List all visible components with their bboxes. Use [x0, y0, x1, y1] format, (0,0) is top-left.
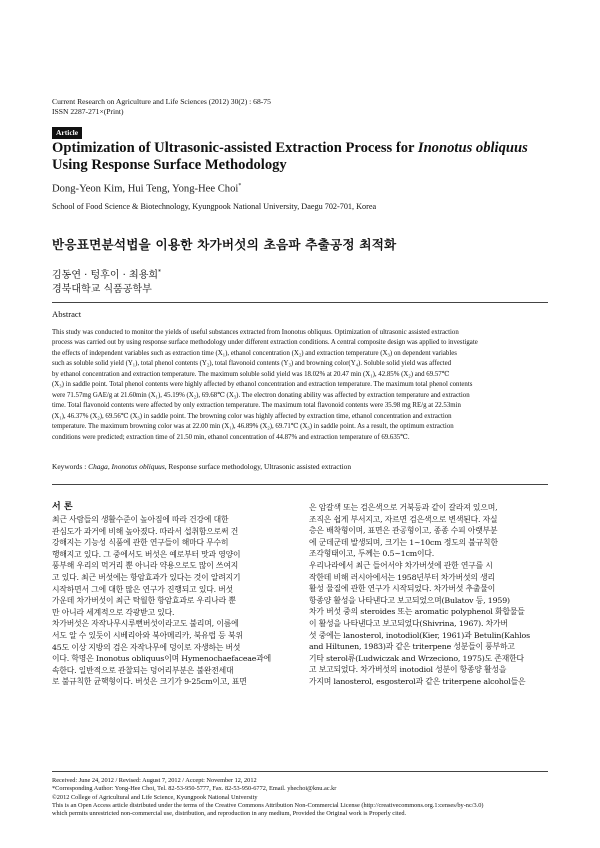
- abstract-heading: Abstract: [52, 309, 82, 319]
- body-line: 속한다. 일반적으로 관찰되는 덩어리부분은 불완전세대: [52, 665, 234, 675]
- keywords-label: Keywords :: [52, 462, 89, 471]
- body-line: 로 불규칙한 균핵형이다. 버섯은 크기가 9-25cm이고, 표면: [52, 677, 247, 687]
- footer-corresponding: *Corresponding Author: Yong-Hee Choi, Tel. 82-53-950-5777, Fax. 82-53-950-6772, Email. yhechoi@knu.ac.kr: [52, 785, 337, 793]
- body-line: 조각형태이고, 두께는 0.5~1cm이다.: [309, 549, 435, 559]
- body-line: 층은 배착형이며, 표면은 관공형이고, 종종 수피 아랫부분: [309, 526, 498, 536]
- body-line: 관심도가 과거에 비해 높아졌다. 따라서 섭취함으로써 건: [52, 526, 239, 536]
- section-heading-intro: 서 론: [52, 502, 73, 512]
- body-line: 섯 중에는 lanosterol, inotodiol(Kier, 1961)과 Betulin(Kahlos: [309, 630, 530, 640]
- authors-ko-names: 김동연 · 텅후이 · 최용희: [52, 270, 159, 281]
- journal-header: [52, 97, 472, 117]
- body-line: 은 암갈색 또는 검은색으로 거북등과 같이 갈라져 있으며,: [309, 503, 498, 512]
- body-line: 조직은 쉽게 부서지고, 자르면 검은색으로 변색된다. 자실: [309, 514, 498, 524]
- abstract-line: conditions were predicted; extraction time of 21.50 min, ethanol concentration of 44.87% and extraction temperature of 69.635℃.: [52, 433, 410, 441]
- body-line: 작한데 비해 러시아에서는 1958년부터 차가버섯의 생리: [309, 572, 495, 582]
- abstract-line: This study was conducted to monitor the yields of useful substances extracted from Inonotus obliquus. Optimization of ultrasonic assisted extraction: [52, 329, 459, 336]
- body-line: 기타 sterol류(Ludwiczak and Wrzeciono, 1975)도 존재한다: [309, 653, 524, 663]
- corresponding-mark-ko: *: [158, 268, 162, 276]
- authors-en: [52, 183, 241, 195]
- keywords-rest: Response surface methodology, Ultrasonic assisted extraction: [166, 462, 352, 471]
- footer-copyright: ©2012 College of Agricultural and Life Science, Kyungpook National University: [52, 793, 258, 801]
- body-line: 에 군데군데 발생되며, 크기는 1~10cm 정도의 불규칙한: [309, 537, 498, 547]
- body-line: 45도 이상 지방의 검은 자작나무에 덩이로 자생하는 버섯: [52, 642, 241, 652]
- abstract-line: the effects of independent variables such as extraction time (X₁), ethanol concentration (X₂) and extraction temperature (X₃) on dependent variables: [52, 349, 457, 357]
- affiliation-ko: 경북대학교 식품공학부: [52, 284, 152, 295]
- abstract-line: process was carried out by using response surface methodology under different extraction conditions. A central composite design was applied to investigate: [52, 339, 478, 347]
- body-line: 우리나라에서 최근 들어서야 차가버섯에 관한 연구를 시: [309, 560, 493, 570]
- abstract-line: (X₃) in saddle point. Total phenol contents were highly affected by ethanol concentration and extraction temperature. The maximum total phenol contents: [52, 381, 473, 389]
- title-line1: Optimization of Ultrasonic-assisted Extraction Process for: [52, 140, 418, 156]
- footer-received: Received: June 24, 2012 / Revised: August 7, 2012 / Accept: November 12, 2012: [52, 777, 257, 784]
- footer-license-2: which permits unrestricted non-commercial use, distribution, and reproduction in any medium, Provided the Original work is Properly cited.: [52, 810, 407, 818]
- body-line: 최근 사람들의 생활수준이 높아짐에 따라 건강에 대한: [52, 515, 229, 524]
- body-column-left: [52, 502, 292, 688]
- corresponding-mark: *: [238, 183, 242, 189]
- body-line: 고 보고되었다. 차가버섯의 inotodiol 성분이 항종양 활성을: [309, 665, 507, 675]
- body-line: 차가 버섯 중의 steroides 또는 aromatic polyphenol 화합물들: [309, 607, 525, 617]
- abstract-line: temperature. The maximum browning color was at 22.00 min (X₁), 46.89% (X₂), 69.71℃ (X₃) in saddle point. As a result, the optimum extraction: [52, 423, 454, 431]
- paper-title-ko: 반응표면분석법을 이용한 차가버섯의 초음파 추출공정 최적화: [52, 237, 397, 252]
- keywords-italic: Chaga, Inonotus obliquus,: [88, 462, 167, 471]
- journal-citation: Current Research on Agriculture and Life Sciences (2012) 30(2) : 68-75: [52, 97, 271, 106]
- body-line: 행해지고 있다. 그 중에서도 버섯은 예로부터 맛과 영양이: [52, 549, 241, 559]
- abstract-body: [52, 328, 548, 443]
- body-line: 강해지는 기능성 식품에 관한 연구들이 해마다 무수히: [52, 538, 229, 548]
- title-line2: Using Response Surface Methodology: [52, 157, 287, 173]
- abstract-line: such as soluble solid yield (Y₁), total phenol contents (Y₂), total flavonoid contents (Y₃) and browning color(Y₄). Soluble solid yield was affected: [52, 360, 452, 368]
- body-line: 이다. 학명은 Inonotus obliquus이며 Hymenochaefaceae과에: [52, 654, 272, 664]
- abstract-bottom-rule: [52, 484, 548, 485]
- title-species: Inonotus obliquus: [417, 140, 528, 156]
- abstract-line: time. Total flavonoid contents were affected by only extraction temperature. The maximum total flavonoid contents were 35.98 mg RE/g at 22.53min: [52, 402, 461, 410]
- footer-license-1: This is an Open Access article distributed under the terms of the Creative Commons Attribution Non-Commercial License (http://creativecommons.org.1:censes/by-nc/3.0): [52, 801, 484, 809]
- body-line: 풍부해 우리의 먹거리 뿐 아니라 약용으로도 많이 쓰여지: [52, 561, 239, 571]
- keywords: [52, 462, 548, 471]
- abstract-line: by ethanol concentration and extraction temperature. The maximum soluble solid yield was 18.02% at 20.47 min (X₁), 42.85% (X₂) and 69.57℃: [52, 370, 450, 378]
- footer-rule: [52, 771, 548, 772]
- body-line: 가운데 차가버섯이 최근 탁월한 항암효과로 우리나라 뿐: [52, 596, 236, 606]
- body-line: 가지며 lanosterol, esgosterol과 같은 triterpene alcohol들은: [309, 676, 526, 686]
- journal-issn: ISSN 2287-271×(Print): [52, 107, 124, 116]
- authors-en-names: Dong-Yeon Kim, Hui Teng, Yong-Hee Choi: [52, 183, 239, 195]
- abstract-line: were 71.57mg GAE/g at 21.60min (X₁), 45.19% (X₂), 69.68℃ (X₃). The electron donating ability was affected by extraction temperature and extraction: [52, 391, 470, 399]
- article-type-badge: Article: [52, 127, 82, 139]
- paper-title-en: [52, 140, 572, 174]
- body-line: 서도 알 수 있듯이 시베리아와 북아메리카, 북유럽 등 북위: [52, 630, 243, 640]
- body-column-right: [309, 502, 549, 688]
- affiliation-en: School of Food Science & Biotechnology, Kyungpook National University, Daegu 702-701, Korea: [52, 202, 377, 211]
- body-line: 활성 물질에 관한 연구가 시작되었다. 차가버섯 추출물이: [309, 584, 496, 594]
- authors-ko: [52, 266, 161, 281]
- abstract-line: (X₁), 46.37% (X₂), 69.56℃ (X₃) in saddle point. The browning color was highly affected by extraction time, ethanol concentration and extraction: [52, 412, 452, 420]
- body-line: and Hiltunen, 1983)과 같은 triterpene 성분들이 풍부하고: [309, 642, 515, 652]
- body-line: 차가버섯은 자작나무시루뻔버섯이라고도 불리며, 이름에: [52, 619, 239, 629]
- body-line: 고 있다. 최근 버섯에는 항암효과가 있다는 것이 알려지기: [52, 572, 241, 582]
- footer-notes: [52, 777, 548, 818]
- abstract-top-rule: [52, 302, 548, 303]
- body-line: 만 아니라 세계적으로 각광받고 있다.: [52, 607, 175, 617]
- body-line: 이 활성을 나타낸다고 보고되었다(Shivrina, 1967). 차가버: [309, 618, 508, 628]
- body-line: 시작하면서 그에 대한 많은 연구가 진행되고 있다. 버섯: [52, 584, 234, 594]
- body-line: 항종양 활성을 나타낸다고 보고되었으며(Bulatov 등, 1959): [309, 595, 510, 605]
